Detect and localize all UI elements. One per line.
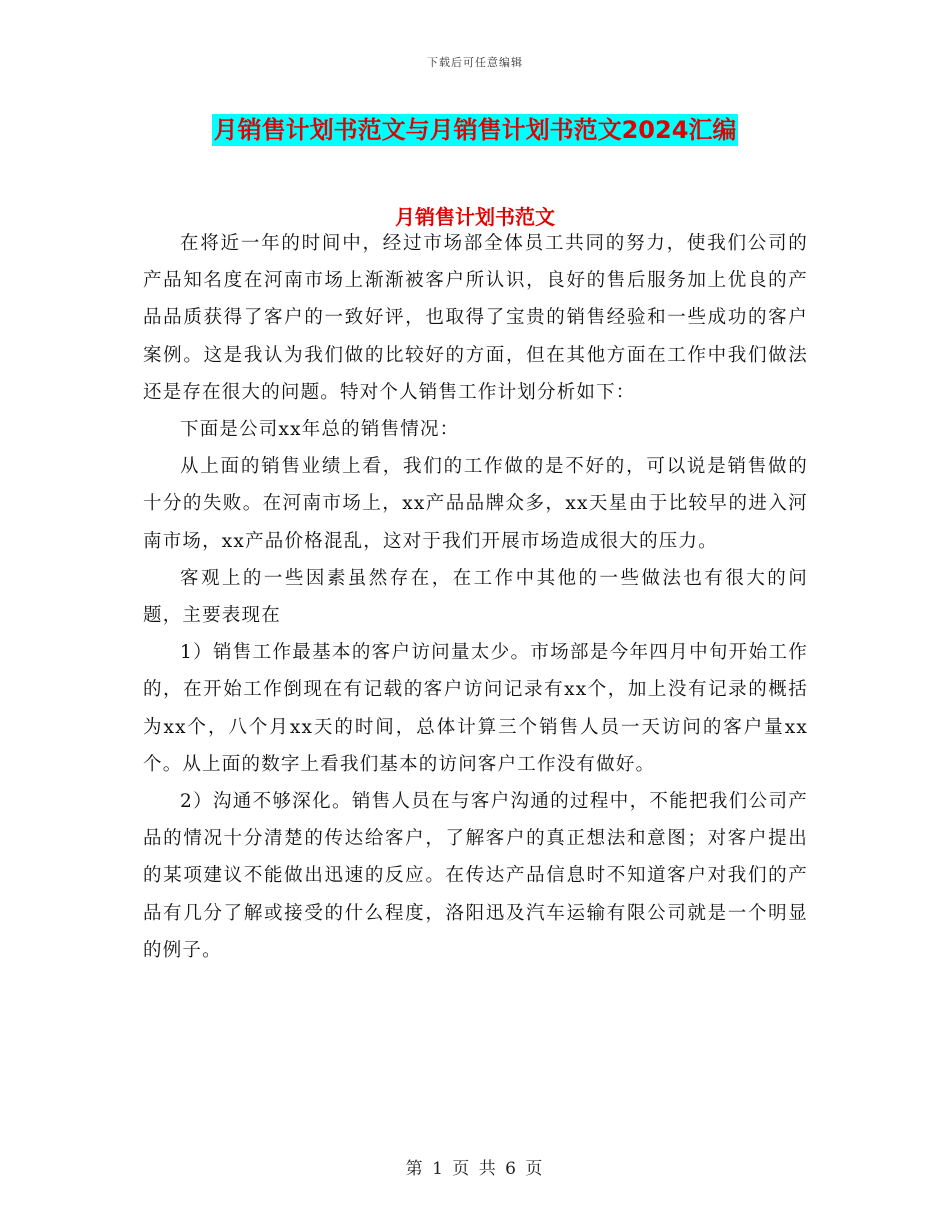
paragraph: 在将近一年的时间中，经过市场部全体员工共同的努力，使我们公司的产品知名度在河南市场上渐渐被客户所认识，良好的售后服务加上优良的产品品质获得了客户的一致好评，也取得了宝贵的销售经验和一些成功的客户案例。这是我认为我们做的比较好的方面，但在其他方面在工作中我们做法还是存在很大的问题。特对个人销售工作计划分析如下： [143, 233, 808, 403]
page-footer: 第 1 页 共 6 页 [405, 1159, 545, 1179]
section-title: 月销售计划书范文 [395, 205, 555, 229]
paragraph: 2）沟通不够深化。销售人员在与客户沟通的过程中，不能把我们公司产品的情况十分清楚的传达给客户，了解客户的真正想法和意图；对客户提出的某项建议不能做出迅速的反应。在传达产品信息时不知道客户对我们的产品有几分了解或接受的什么程度，洛阳迅及汽车运输有限公司就是一个明显的例子。 [143, 791, 808, 961]
paragraph: 1）销售工作最基本的客户访问量太少。市场部是今年四月中旬开始工作的，在开始工作倒现在有记载的客户访问记录有xx个，加上没有记录的概括为xx个，八个月xx天的时间，总体计算三个销售人员一天访问的客户量xx个。从上面的数字上看我们基本的访问客户工作没有做好。 [143, 642, 808, 775]
paragraph: 客观上的一些因素虽然存在，在工作中其他的一些做法也有很大的问题，主要表现在 [143, 567, 808, 627]
paragraph: 从上面的销售业绩上看，我们的工作做的是不好的，可以说是销售做的十分的失败。在河南市场上，xx产品品牌众多，xx天星由于比较早的进入河南市场，xx产品价格混乱，这对于我们开展市场造成很大的压力。 [143, 456, 808, 552]
main-title: 月销售计划书范文与月销售计划书范文2024汇编 [213, 116, 737, 144]
paragraph: 下面是公司xx年总的销售情况： [180, 419, 460, 441]
body-content [143, 225, 808, 969]
page-header-note: 下载后可任意编辑 [427, 56, 523, 69]
main-title-container [0, 114, 950, 146]
